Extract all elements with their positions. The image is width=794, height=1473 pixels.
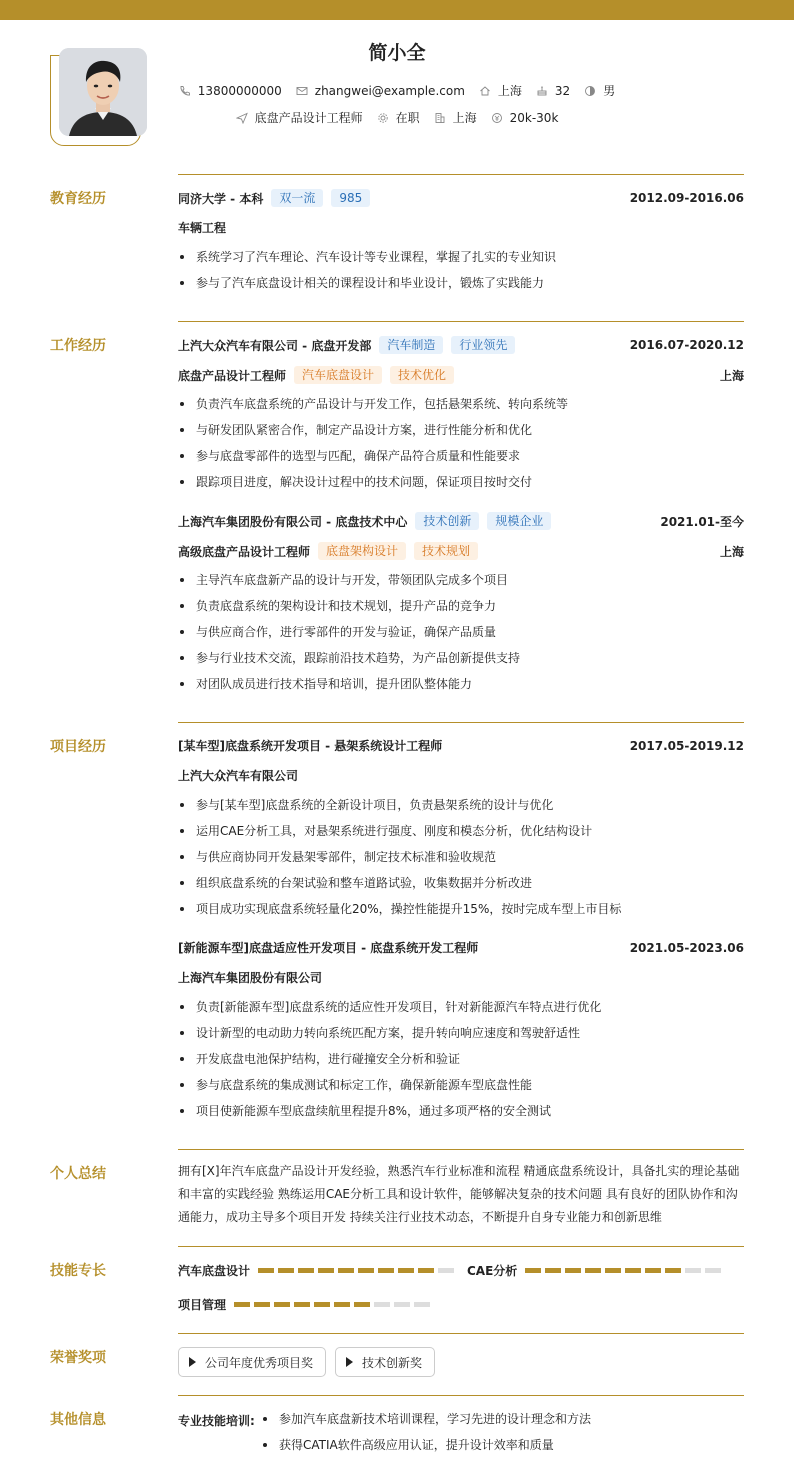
other-bullets <box>261 1406 744 1458</box>
list-item: 主导汽车底盘新产品的设计与开发，带领团队完成多个项目 <box>178 567 744 593</box>
list-item: 参与行业技术交流，跟踪前沿技术趋势，为产品创新提供支持 <box>178 645 744 671</box>
role-tag: 汽车底盘设计 <box>294 366 382 384</box>
project-company-row <box>178 969 744 986</box>
skill-name: 汽车底盘设计 <box>178 1264 251 1278</box>
training-label: 专业技能培训: <box>178 1414 255 1428</box>
work-city-text: 上海 <box>452 111 477 125</box>
job-role-row <box>178 542 744 560</box>
contact-row <box>0 82 794 99</box>
education-header <box>178 189 744 207</box>
summary-line: 通能力，成功主导多个项目开发 持续关注行业技术动态，不断提升自身专业能力和创新思维 <box>178 1210 662 1224</box>
major-row <box>178 219 744 236</box>
position-item <box>236 109 363 126</box>
education-bullets <box>178 244 744 296</box>
skill-bar-empty <box>438 1268 454 1273</box>
building-icon <box>434 112 446 124</box>
job-header <box>178 512 744 530</box>
list-item: 参加汽车底盘新技术培训课程，学习先进的设计理念和方法 <box>261 1406 744 1432</box>
age-text: 32 <box>554 83 571 98</box>
status-text: 在职 <box>395 111 420 125</box>
job-role: 底盘产品设计工程师 <box>178 368 287 383</box>
job-period: 2021.01-至今 <box>660 514 744 529</box>
skill-bar-filled <box>565 1268 581 1273</box>
list-item: 与研发团队紧密合作，制定产品设计方案，进行性能分析和优化 <box>178 417 744 443</box>
work-city-item <box>434 109 477 126</box>
skill-bar-filled <box>334 1302 350 1307</box>
company-tag: 行业领先 <box>451 336 515 354</box>
job-header <box>178 336 744 354</box>
projects-title: 项目经历 <box>50 739 106 755</box>
project-bullets <box>178 792 744 922</box>
work-title: 工作经历 <box>50 338 106 354</box>
project-company: 上汽大众汽车有限公司 <box>178 769 299 783</box>
position-text: 底盘产品设计工程师 <box>254 111 363 125</box>
job-bullets <box>178 567 744 697</box>
list-item: 参与底盘系统的集成测试和标定工作，确保新能源车型底盘性能 <box>178 1072 744 1098</box>
other-title: 其他信息 <box>50 1412 106 1428</box>
school-tag: 双一流 <box>271 189 323 207</box>
project-period: 2021.05-2023.06 <box>629 940 744 955</box>
status-item <box>377 109 420 126</box>
job-bullets <box>178 391 744 495</box>
job-role: 高级底盘产品设计工程师 <box>178 544 311 559</box>
list-item: 项目成功实现底盘系统轻量化20%，操控性能提升15%，按时完成车型上市目标 <box>178 896 744 922</box>
project-header <box>178 737 744 754</box>
skill-item <box>178 1296 434 1313</box>
company-tag: 技术创新 <box>415 512 479 530</box>
gear-icon <box>377 112 389 124</box>
list-item: 跟踪项目进度，解决设计过程中的技术问题，保证项目按时交付 <box>178 469 744 495</box>
skill-bar-filled <box>294 1302 310 1307</box>
list-item: 设计新型的电动助力转向系统匹配方案，提升转向响应速度和驾驶舒适性 <box>178 1020 744 1046</box>
project-name: [新能源车型]底盘适应性开发项目 - 底盘系统开发工程师 <box>178 941 479 955</box>
skill-bar-empty <box>414 1302 430 1307</box>
skill-level-bars <box>234 1302 434 1307</box>
project-period: 2017.05-2019.12 <box>629 738 744 753</box>
project-company: 上海汽车集团股份有限公司 <box>178 971 323 985</box>
skill-bar-filled <box>258 1268 274 1273</box>
phone-item <box>179 84 282 98</box>
email-text: zhangwei@example.com <box>314 83 465 98</box>
gender-text: 男 <box>603 84 616 98</box>
skill-bar-filled <box>525 1268 541 1273</box>
list-item: 运用CAE分析工具，对悬架系统进行强度、刚度和模态分析，优化结构设计 <box>178 818 744 844</box>
skill-bar-filled <box>278 1268 294 1273</box>
list-item: 组织底盘系统的台架试验和整车道路试验，收集数据并分析改进 <box>178 870 744 896</box>
cake-icon <box>536 85 548 97</box>
gender-icon <box>584 85 596 97</box>
project-company-row <box>178 767 744 784</box>
job-period: 2016.07-2020.12 <box>629 338 744 352</box>
education-divider <box>178 174 744 175</box>
send-icon <box>236 112 248 124</box>
project-header <box>178 939 744 956</box>
list-item: 系统学习了汽车理论、汽车设计等专业课程，掌握了扎实的专业知识 <box>178 244 744 270</box>
list-item: 参与底盘零部件的选型与匹配，确保产品符合质量和性能要求 <box>178 443 744 469</box>
summary-text <box>178 1160 744 1229</box>
phone-icon <box>179 85 191 97</box>
job-intent-row <box>0 109 794 126</box>
company-name: 上海汽车集团股份有限公司 - 底盘技术中心 <box>178 514 408 529</box>
skill-bar-filled <box>378 1268 394 1273</box>
skill-name: CAE分析 <box>467 1264 518 1278</box>
location-item <box>479 82 522 99</box>
job-city: 上海 <box>719 544 744 559</box>
job-city: 上海 <box>719 368 744 383</box>
phone-text: 13800000000 <box>197 83 282 98</box>
summary-divider <box>178 1149 744 1150</box>
list-item: 负责汽车底盘系统的产品设计与开发工作，包括悬架系统、转向系统等 <box>178 391 744 417</box>
skill-bar-empty <box>374 1302 390 1307</box>
skill-bar-filled <box>545 1268 561 1273</box>
skill-bar-filled <box>254 1302 270 1307</box>
skill-bar-filled <box>605 1268 621 1273</box>
award-label: 技术创新奖 <box>362 1355 423 1370</box>
skill-bar-empty <box>705 1268 721 1273</box>
major-name: 车辆工程 <box>178 221 227 235</box>
location-text: 上海 <box>497 84 522 98</box>
skill-bar-empty <box>685 1268 701 1273</box>
skill-bar-filled <box>645 1268 661 1273</box>
list-item: 与供应商合作，进行零部件的开发与验证，确保产品质量 <box>178 619 744 645</box>
skill-bar-filled <box>298 1268 314 1273</box>
salary-item <box>491 111 559 125</box>
mail-icon <box>296 85 308 97</box>
skill-bar-empty <box>394 1302 410 1307</box>
skill-bar-filled <box>274 1302 290 1307</box>
skills-divider <box>178 1246 744 1247</box>
summary-line: 拥有[X]年汽车底盘产品设计开发经验，熟悉汽车行业标准和流程 精通底盘系统设计，具备扎实的理论基础 <box>178 1164 740 1178</box>
skill-level-bars <box>258 1268 458 1273</box>
skill-item <box>178 1262 458 1279</box>
gender-item <box>584 82 615 99</box>
awards-divider <box>178 1333 744 1334</box>
list-item: 负责底盘系统的架构设计和技术规划，提升产品的竞争力 <box>178 593 744 619</box>
list-item: 参与了汽车底盘设计相关的课程设计和毕业设计，锻炼了实践能力 <box>178 270 744 296</box>
award-label: 公司年度优秀项目奖 <box>205 1355 314 1370</box>
skill-bar-filled <box>354 1302 370 1307</box>
skill-bar-filled <box>398 1268 414 1273</box>
skill-bar-filled <box>625 1268 641 1273</box>
list-item: 获得CATIA软件高级应用认证，提升设计效率和质量 <box>261 1432 744 1458</box>
email-item <box>296 84 465 98</box>
award-item <box>178 1347 326 1377</box>
projects-divider <box>178 722 744 723</box>
play-icon <box>189 1357 196 1367</box>
school-name: 同济大学 - 本科 <box>178 191 264 206</box>
skill-level-bars <box>525 1268 725 1273</box>
education-title: 教育经历 <box>50 191 106 207</box>
list-item: 与供应商协同开发悬架零部件，制定技术标准和验收规范 <box>178 844 744 870</box>
skill-bar-filled <box>234 1302 250 1307</box>
skill-item <box>467 1262 725 1279</box>
award-item <box>335 1347 435 1377</box>
skill-bar-filled <box>338 1268 354 1273</box>
skill-bar-filled <box>314 1302 330 1307</box>
list-item: 开发底盘电池保护结构，进行碰撞安全分析和验证 <box>178 1046 744 1072</box>
salary-text: 20k-30k <box>509 110 559 125</box>
candidate-name: 简小全 <box>368 42 426 64</box>
skill-bar-filled <box>418 1268 434 1273</box>
project-bullets <box>178 994 744 1124</box>
education-period: 2012.09-2016.06 <box>629 191 744 205</box>
skill-bar-filled <box>358 1268 374 1273</box>
summary-title: 个人总结 <box>50 1166 106 1182</box>
company-tag: 汽车制造 <box>379 336 443 354</box>
skills-title: 技能专长 <box>50 1263 106 1279</box>
role-tag: 底盘架构设计 <box>318 542 406 560</box>
list-item: 项目使新能源车型底盘续航里程提升8%，通过多项严格的安全测试 <box>178 1098 744 1124</box>
awards-title: 荣誉奖项 <box>50 1350 106 1366</box>
list-item: 参与[某车型]底盘系统的全新设计项目，负责悬架系统的设计与优化 <box>178 792 744 818</box>
top-accent-bar <box>0 0 794 20</box>
job-role-row <box>178 366 744 384</box>
company-tag: 规模企业 <box>487 512 551 530</box>
role-tag: 技术规划 <box>414 542 478 560</box>
summary-line: 和丰富的实践经验 熟练运用CAE分析工具和设计软件，能够解决复杂的技术问题 具有良好的团队协作和沟 <box>178 1187 738 1201</box>
money-icon <box>491 112 503 124</box>
school-tag: 985 <box>331 189 370 207</box>
project-name: [某车型]底盘系统开发项目 - 悬架系统设计工程师 <box>178 739 443 753</box>
list-item: 对团队成员进行技术指导和培训，提升团队整体能力 <box>178 671 744 697</box>
role-tag: 技术优化 <box>390 366 454 384</box>
other-divider <box>178 1395 744 1396</box>
age-item <box>536 84 570 98</box>
company-name: 上汽大众汽车有限公司 - 底盘开发部 <box>178 338 372 353</box>
work-divider <box>178 321 744 322</box>
play-icon <box>346 1357 353 1367</box>
home-icon <box>479 85 491 97</box>
skill-name: 项目管理 <box>178 1298 227 1312</box>
skill-bar-filled <box>318 1268 334 1273</box>
skill-bar-filled <box>585 1268 601 1273</box>
list-item: 负责[新能源车型]底盘系统的适应性开发项目，针对新能源汽车特点进行优化 <box>178 994 744 1020</box>
skill-bar-filled <box>665 1268 681 1273</box>
